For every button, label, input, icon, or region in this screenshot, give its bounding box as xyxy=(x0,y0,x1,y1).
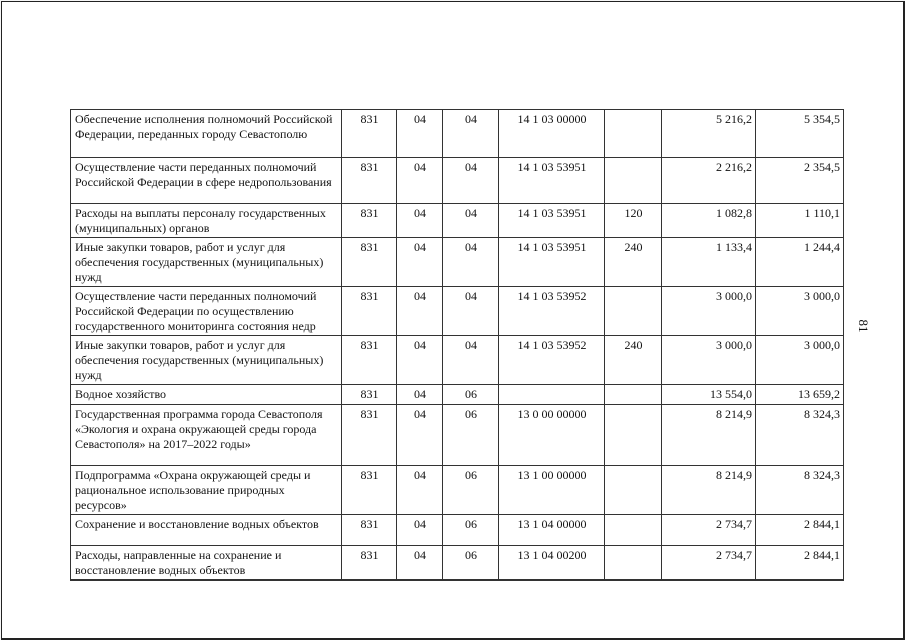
section-code: 04 xyxy=(397,405,443,466)
target-article-code: 14 1 03 53951 xyxy=(499,204,605,238)
table-row xyxy=(71,546,844,581)
amount-year-2: 8 324,3 xyxy=(756,405,844,466)
table-row xyxy=(71,238,844,287)
amount-year-1: 2 734,7 xyxy=(662,546,756,581)
dept-code: 831 xyxy=(342,204,397,238)
subsection-code: 04 xyxy=(443,158,499,204)
section-code: 04 xyxy=(397,204,443,238)
row-name: Иные закупки товаров, работ и услуг для обеспечения государственных (муниципальных) нужд xyxy=(71,238,342,287)
table-row xyxy=(71,158,844,204)
target-article-code: 13 0 00 00000 xyxy=(499,405,605,466)
subsection-code: 06 xyxy=(443,385,499,405)
expense-type-code: 120 xyxy=(605,204,662,238)
amount-year-2: 2 354,5 xyxy=(756,158,844,204)
row-name: Обеспечение исполнения полномочий Российской Федерации, переданных городу Севастополю xyxy=(71,110,342,158)
amount-year-1: 8 214,9 xyxy=(662,466,756,515)
section-code: 04 xyxy=(397,158,443,204)
amount-year-1: 13 554,0 xyxy=(662,385,756,405)
section-code: 04 xyxy=(397,466,443,515)
page-number: 81 xyxy=(856,319,871,333)
expense-type-code xyxy=(605,158,662,204)
amount-year-2: 1 110,1 xyxy=(756,204,844,238)
target-article-code: 14 1 03 53951 xyxy=(499,238,605,287)
subsection-code: 04 xyxy=(443,287,499,336)
expense-type-code xyxy=(605,405,662,466)
dept-code: 831 xyxy=(342,546,397,581)
subsection-code: 06 xyxy=(443,466,499,515)
amount-year-1: 5 216,2 xyxy=(662,110,756,158)
target-article-code xyxy=(499,385,605,405)
section-code: 04 xyxy=(397,110,443,158)
expense-type-code xyxy=(605,466,662,515)
subsection-code: 04 xyxy=(443,110,499,158)
target-article-code: 13 1 04 00200 xyxy=(499,546,605,581)
dept-code: 831 xyxy=(342,385,397,405)
subsection-code: 04 xyxy=(443,238,499,287)
section-code: 04 xyxy=(397,287,443,336)
dept-code: 831 xyxy=(342,405,397,466)
expense-type-code xyxy=(605,546,662,581)
row-name: Государственная программа города Севастополя «Экология и охрана окружающей среды города Севастополя» на 2017–2022 годы» xyxy=(71,405,342,466)
dept-code: 831 xyxy=(342,466,397,515)
target-article-code: 14 1 03 00000 xyxy=(499,110,605,158)
target-article-code: 13 1 00 00000 xyxy=(499,466,605,515)
table-row xyxy=(71,336,844,385)
amount-year-1: 3 000,0 xyxy=(662,336,756,385)
target-article-code: 13 1 04 00000 xyxy=(499,515,605,546)
amount-year-1: 2 734,7 xyxy=(662,515,756,546)
dept-code: 831 xyxy=(342,238,397,287)
subsection-code: 06 xyxy=(443,405,499,466)
amount-year-1: 2 216,2 xyxy=(662,158,756,204)
amount-year-2: 13 659,2 xyxy=(756,385,844,405)
table-row xyxy=(71,405,844,466)
subsection-code: 06 xyxy=(443,546,499,581)
expense-type-code xyxy=(605,287,662,336)
target-article-code: 14 1 03 53951 xyxy=(499,158,605,204)
section-code: 04 xyxy=(397,515,443,546)
table-row xyxy=(71,466,844,515)
dept-code: 831 xyxy=(342,158,397,204)
expense-type-code xyxy=(605,385,662,405)
amount-year-2: 2 844,1 xyxy=(756,546,844,581)
section-code: 04 xyxy=(397,385,443,405)
target-article-code: 14 1 03 53952 xyxy=(499,287,605,336)
row-name: Расходы на выплаты персоналу государственных (муниципальных) органов xyxy=(71,204,342,238)
target-article-code: 14 1 03 53952 xyxy=(499,336,605,385)
amount-year-2: 1 244,4 xyxy=(756,238,844,287)
dept-code: 831 xyxy=(342,287,397,336)
amount-year-1: 8 214,9 xyxy=(662,405,756,466)
amount-year-2: 3 000,0 xyxy=(756,287,844,336)
subsection-code: 04 xyxy=(443,204,499,238)
expense-type-code xyxy=(605,110,662,158)
amount-year-1: 1 133,4 xyxy=(662,238,756,287)
expense-type-code xyxy=(605,515,662,546)
table-row xyxy=(71,204,844,238)
table-row xyxy=(71,110,844,158)
document-page xyxy=(1,1,905,640)
expense-type-code: 240 xyxy=(605,238,662,287)
dept-code: 831 xyxy=(342,515,397,546)
budget-table xyxy=(70,109,844,581)
row-name: Расходы, направленные на сохранение и восстановление водных объектов xyxy=(71,546,342,581)
amount-year-2: 2 844,1 xyxy=(756,515,844,546)
table-row xyxy=(71,385,844,405)
amount-year-2: 5 354,5 xyxy=(756,110,844,158)
dept-code: 831 xyxy=(342,110,397,158)
amount-year-2: 3 000,0 xyxy=(756,336,844,385)
row-name: Осуществление части переданных полномочий Российской Федерации в сфере недропользования xyxy=(71,158,342,204)
amount-year-1: 3 000,0 xyxy=(662,287,756,336)
section-code: 04 xyxy=(397,336,443,385)
section-code: 04 xyxy=(397,238,443,287)
dept-code: 831 xyxy=(342,336,397,385)
row-name: Иные закупки товаров, работ и услуг для обеспечения государственных (муниципальных) нужд xyxy=(71,336,342,385)
row-name: Водное хозяйство xyxy=(71,385,342,405)
amount-year-2: 8 324,3 xyxy=(756,466,844,515)
section-code: 04 xyxy=(397,546,443,581)
amount-year-1: 1 082,8 xyxy=(662,204,756,238)
row-name: Подпрограмма «Охрана окружающей среды и рациональное использование природных ресурсов» xyxy=(71,466,342,515)
expense-type-code: 240 xyxy=(605,336,662,385)
table-row xyxy=(71,515,844,546)
row-name: Сохранение и восстановление водных объектов xyxy=(71,515,342,546)
subsection-code: 06 xyxy=(443,515,499,546)
table-row xyxy=(71,287,844,336)
row-name: Осуществление части переданных полномочий Российской Федерации по осуществлению государственного мониторинга состояния недр xyxy=(71,287,342,336)
subsection-code: 04 xyxy=(443,336,499,385)
